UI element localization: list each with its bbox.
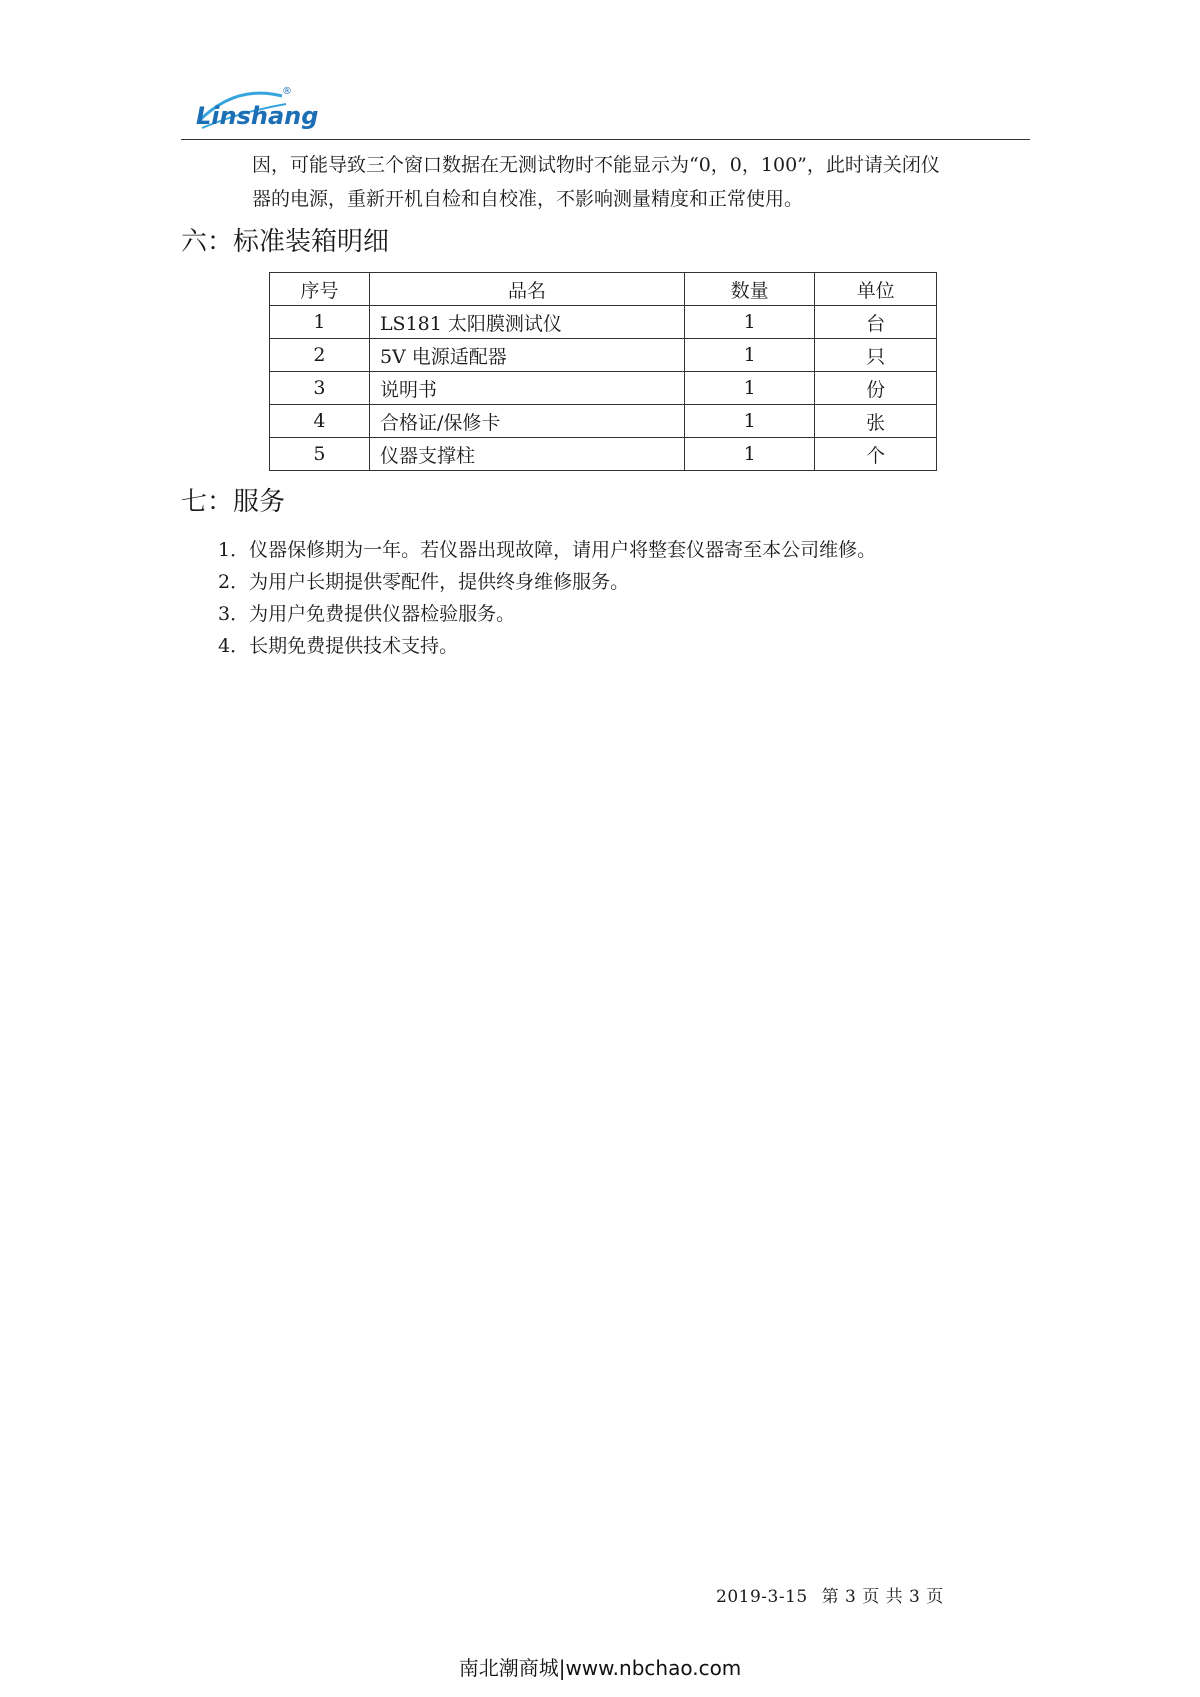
cell-unit: 张: [815, 405, 937, 438]
page-footer: [716, 1582, 952, 1607]
footer-page-number: 第 3 页 共 3 页: [821, 1587, 944, 1607]
intro-line-1: 因，可能导致三个窗口数据在无测试物时不能显示为“0，0，100”，此时请关闭仪: [252, 154, 940, 176]
section-six-title: 六：标准装箱明细: [181, 227, 390, 257]
cell-quantity: 1: [684, 306, 814, 339]
table-header-row: [270, 273, 937, 306]
cell-quantity: 1: [684, 438, 814, 471]
header-divider: [181, 139, 1030, 140]
section-seven-title: 七：服务: [181, 487, 286, 517]
header-unit: 单位: [815, 273, 937, 306]
logo-text: Linshang: [196, 102, 319, 130]
cell-product-name: 合格证/保修卡: [369, 405, 684, 438]
cell-index: 1: [270, 306, 370, 339]
cell-index: 3: [270, 372, 370, 405]
list-item: 1．仪器保修期为一年。若仪器出现故障，请用户将整套仪器寄至本公司维修。: [218, 539, 877, 561]
cell-product-name: 仪器支撑柱: [369, 438, 684, 471]
site-watermark: 南北潮商城|www.nbchao.com: [458, 1656, 742, 1680]
table-row: [270, 372, 937, 405]
list-item: 4．长期免费提供技术支持。: [218, 635, 459, 657]
footer-date: 2019-3-15: [716, 1587, 808, 1607]
cell-unit: 台: [815, 306, 937, 339]
cell-quantity: 1: [684, 405, 814, 438]
cell-index: 5: [270, 438, 370, 471]
cell-product-name: LS181 太阳膜测试仪: [369, 306, 684, 339]
cell-index: 2: [270, 339, 370, 372]
header-index: 序号: [270, 273, 370, 306]
cell-product-name: 5V 电源适配器: [369, 339, 684, 372]
table-row: [270, 405, 937, 438]
table-row: [270, 438, 937, 471]
cell-product-name: 说明书: [369, 372, 684, 405]
cell-unit: 只: [815, 339, 937, 372]
header-product-name: 品名: [369, 273, 684, 306]
intro-line-2: 器的电源，重新开机自检和自校准，不影响测量精度和正常使用。: [252, 188, 804, 210]
cell-quantity: 1: [684, 339, 814, 372]
cell-quantity: 1: [684, 372, 814, 405]
service-list: [218, 534, 876, 662]
packing-list-table: [269, 272, 937, 471]
list-item: 3．为用户免费提供仪器检验服务。: [218, 603, 516, 625]
cell-unit: 份: [815, 372, 937, 405]
cell-index: 4: [270, 405, 370, 438]
logo-registered-mark: ®: [282, 86, 292, 97]
header-quantity: 数量: [684, 273, 814, 306]
list-item: 2．为用户长期提供零配件，提供终身维修服务。: [218, 571, 630, 593]
intro-paragraph: [252, 148, 1032, 216]
company-logo: [190, 82, 319, 138]
cell-unit: 个: [815, 438, 937, 471]
table-row: [270, 306, 937, 339]
table-row: [270, 339, 937, 372]
